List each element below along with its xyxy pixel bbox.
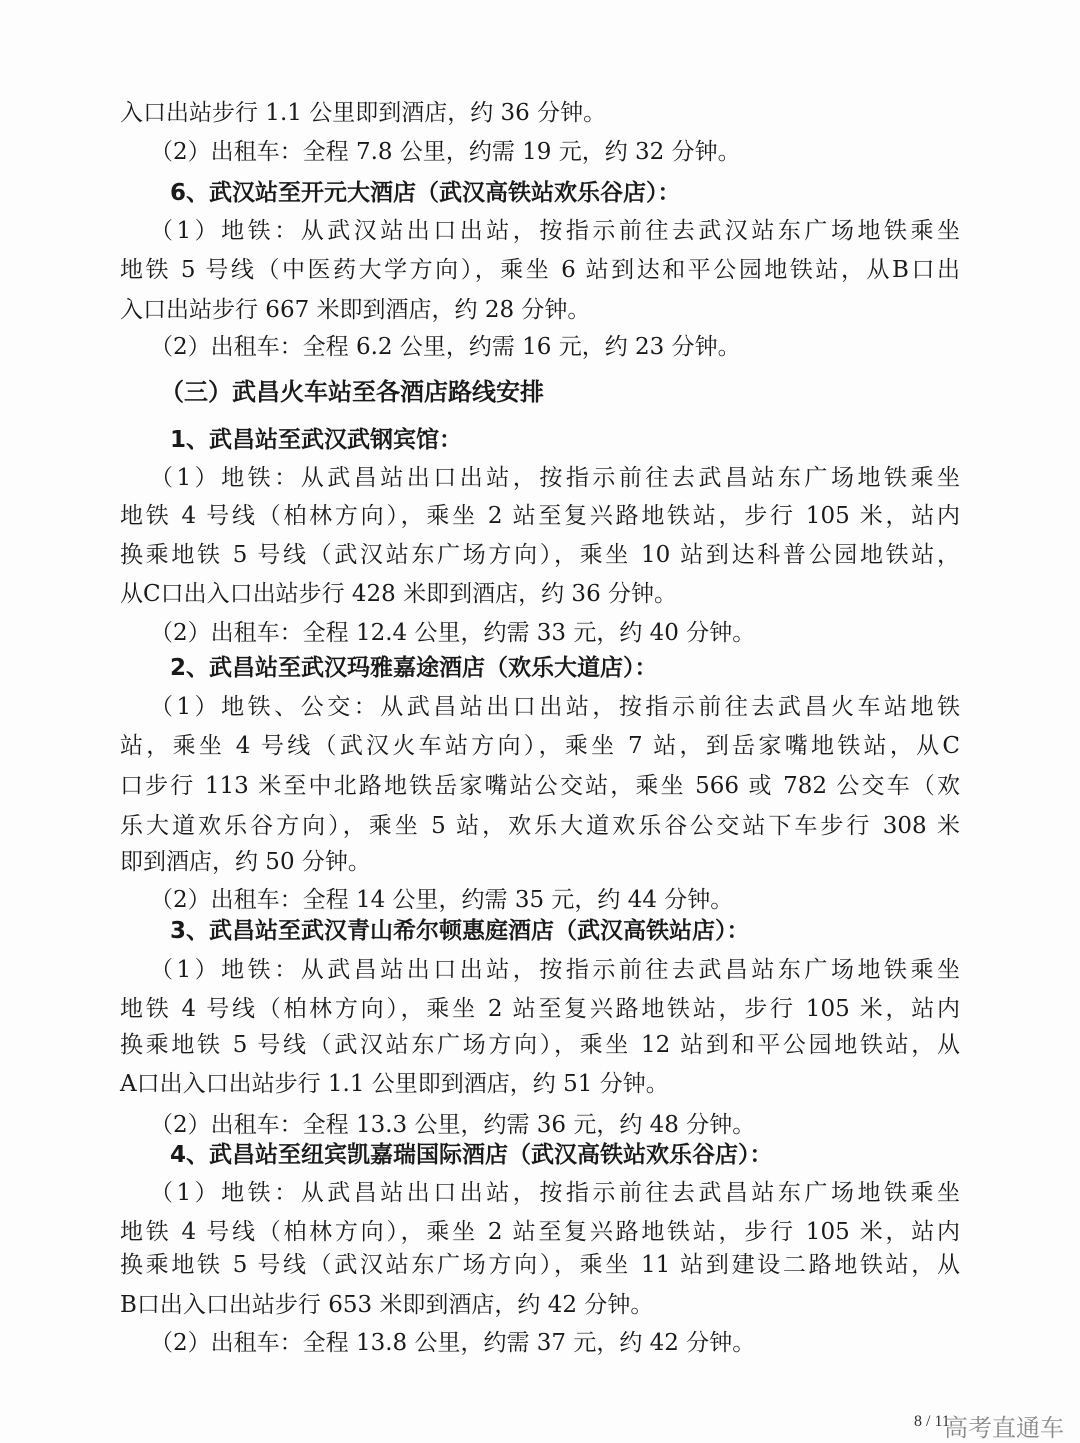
paragraph-line: （2）出租车：全程 13.3 公里，约需 36 元，约 48 分钟。 <box>150 1112 756 1138</box>
section-heading: 2、武昌站至武汉玛雅嘉途酒店（欢乐大道店）： <box>170 655 658 681</box>
paragraph-line: 入口出站步行 1.1 公里即到酒店，约 36 分钟。 <box>120 100 607 126</box>
watermark: 高考直通车 <box>944 1414 1064 1442</box>
paragraph-line: （1）地铁：从武昌站出口出站，按指示前往去武昌站东广场地铁乘坐 <box>150 465 960 491</box>
paragraph-line: 从C口出入口出站步行 428 米即到酒店，约 36 分钟。 <box>120 581 678 607</box>
paragraph-line: 入口出站步行 667 米即到酒店，约 28 分钟。 <box>120 297 591 323</box>
paragraph-line: 换乘地铁 5 号线（武汉站东广场方向），乘坐 11 站到建设二路地铁站，从 <box>120 1252 960 1278</box>
paragraph-line: （2）出租车：全程 6.2 公里，约需 16 元，约 23 分钟。 <box>150 334 741 360</box>
paragraph-line: （2）出租车：全程 14 公里，约需 35 元，约 44 分钟。 <box>150 887 734 913</box>
paragraph-line: 地铁 4 号线（柏林方向），乘坐 2 站至复兴路地铁站，步行 105 米，站内 <box>120 996 960 1022</box>
paragraph-line: 地铁 4 号线（柏林方向），乘坐 2 站至复兴路地铁站，步行 105 米，站内 <box>120 503 960 529</box>
paragraph-line: （1）地铁：从武汉站出口出站，按指示前往去武汉站东广场地铁乘坐 <box>150 218 960 244</box>
section-heading: 3、武昌站至武汉青山希尔顿惠庭酒店（武汉高铁站店）： <box>170 918 750 944</box>
section-heading: 6、武汉站至开元大酒店（武汉高铁站欢乐谷店）： <box>170 180 681 206</box>
paragraph-line: B口出入口出站步行 653 米即到酒店，约 42 分钟。 <box>120 1292 654 1318</box>
paragraph-line: 换乘地铁 5 号线（武汉站东广场方向），乘坐 12 站到和平公园地铁站，从 <box>120 1032 960 1058</box>
paragraph-line: （1）地铁、公交：从武昌站出口出站，按指示前往去武昌火车站地铁 <box>150 694 960 720</box>
paragraph-line: （2）出租车：全程 12.4 公里，约需 33 元，约 40 分钟。 <box>150 620 756 646</box>
chapter-heading: （三）武昌火车站至各酒店路线安排 <box>160 378 544 406</box>
paragraph-line: （1）地铁：从武昌站出口出站，按指示前往去武昌站东广场地铁乘坐 <box>150 1180 960 1206</box>
paragraph-line: A口出入口出站步行 1.1 公里即到酒店，约 51 分钟。 <box>120 1071 669 1097</box>
section-heading: 1、武昌站至武汉武钢宾馆： <box>170 427 463 453</box>
paragraph-line: （1）地铁：从武昌站出口出站，按指示前往去武昌站东广场地铁乘坐 <box>150 957 960 983</box>
paragraph-line: 口步行 113 米至中北路地铁岳家嘴站公交站，乘坐 566 或 782 公交车（欢 <box>120 773 960 799</box>
section-heading: 4、武昌站至纽宾凯嘉瑞国际酒店（武汉高铁站欢乐谷店）： <box>170 1142 773 1168</box>
paragraph-line: 换乘地铁 5 号线（武汉站东广场方向），乘坐 10 站到达科普公园地铁站， <box>120 542 960 568</box>
paragraph-line: 即到酒店，约 50 分钟。 <box>120 849 371 875</box>
paragraph-line: 地铁 4 号线（柏林方向），乘坐 2 站至复兴路地铁站，步行 105 米，站内 <box>120 1219 960 1245</box>
paragraph-line: 站，乘坐 4 号线（武汉火车站方向），乘坐 7 站，到岳家嘴地铁站，从C <box>120 733 960 759</box>
paragraph-line: 乐大道欢乐谷方向），乘坐 5 站，欢乐大道欢乐谷公交站下车步行 308 米 <box>120 813 960 839</box>
paragraph-line: （2）出租车：全程 13.8 公里，约需 37 元，约 42 分钟。 <box>150 1330 756 1356</box>
page-number: 8 / 11 <box>914 1413 950 1430</box>
paragraph-line: 地铁 5 号线（中医药大学方向），乘坐 6 站到达和平公园地铁站，从B口出 <box>120 257 960 283</box>
paragraph-line: （2）出租车：全程 7.8 公里，约需 19 元，约 32 分钟。 <box>150 139 741 165</box>
